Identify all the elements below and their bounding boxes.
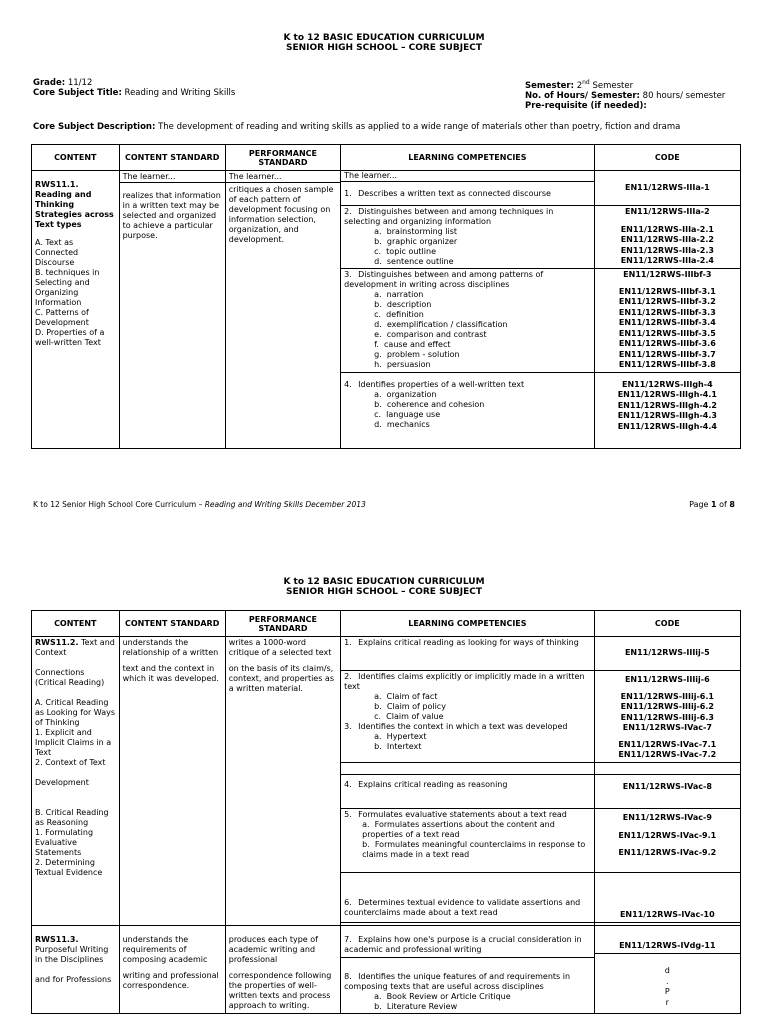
code-8: EN11/12RWS-IVac-8 [622, 781, 712, 791]
sub-competency: Hypertext [386, 732, 427, 741]
competency-row [32, 637, 741, 671]
content-item: D. Properties of a well-written Text [35, 328, 105, 347]
code-10: EN11/12RWS-IVac-10 [619, 910, 715, 919]
sub-competency: Book Review or Article Critique [386, 991, 511, 1001]
code-sub: EN11/12RWS-IIIbf-3.8 [618, 360, 716, 369]
performance-standard-text-2: correspondence following the properties of well-written texts and process approach to writing. [228, 970, 332, 1010]
code-cell [594, 925, 740, 1013]
learner-intro: The learner... [122, 172, 176, 181]
performance-standard-text: critiques a chosen sample of each pattern of development focusing on information selection, organization, and development. [228, 185, 334, 244]
table-header-row [32, 611, 741, 637]
competency-text: Identifies properties of a well-written text [358, 379, 525, 389]
competency-text: Identifies claims explicitly or implicitly made in a written text [344, 672, 585, 691]
content-item: B. techniques in Selecting and Organizing Information [35, 268, 100, 307]
content-standard-cell-3 [119, 925, 225, 1013]
competency-1: 1. Describes a written text as connected discourse [341, 182, 595, 206]
code-cell [594, 637, 740, 671]
header-line-2: SENIOR HIGH SCHOOL – CORE SUBJECT [286, 43, 482, 53]
semester-num: 2 [576, 80, 583, 91]
code-cell [594, 372, 740, 448]
content-cell [32, 171, 120, 449]
code-sub: EN11/12RWS-IIIgh-4.3 [617, 411, 717, 420]
code-sub: EN11/12RWS-IVac-7.2 [618, 750, 717, 759]
code-cell [594, 774, 740, 808]
col-performance-standard: PERFORMANCE STANDARD [225, 611, 340, 637]
code-sub: EN11/12RWS-IIIij-6.1 [620, 691, 714, 701]
code-5: EN11/12RWS-IIIij-5 [624, 648, 710, 658]
sub-competency: exemplification / classification [386, 320, 508, 329]
performance-standard-cell [225, 637, 340, 926]
col-code: CODE [594, 145, 740, 171]
footer-italic: Reading and Writing Skills December 2013 [204, 500, 366, 509]
sub-competency: definition [386, 310, 424, 319]
table-header-row [32, 145, 741, 171]
competency-text: Distinguishes between and among patterns of development in writing across disciplines [344, 270, 544, 289]
code-sub: EN11/12RWS-IIIgh-4.2 [617, 400, 717, 410]
sub-competency: problem - solution [386, 350, 460, 359]
hours-label: No. of Hours/ Semester: [525, 90, 640, 101]
code-sub: EN11/12RWS-IVac-9.2 [618, 847, 717, 857]
desc-label: Core Subject Description: [33, 122, 156, 132]
col-code: CODE [594, 611, 740, 637]
curriculum-table-2 [31, 610, 741, 1014]
code-1: EN11/12RWS-IIIa-1 [625, 182, 710, 192]
sub-competency: topic outline [386, 247, 436, 256]
empty-cell [341, 762, 595, 774]
document-header [0, 577, 768, 597]
code-7: EN11/12RWS-IVac-7 [622, 723, 712, 732]
empty-cell [594, 762, 740, 774]
col-content-standard: CONTENT STANDARD [119, 145, 225, 171]
content-item: Connections (Critical Reading) [35, 668, 105, 687]
col-content-standard: CONTENT STANDARD [119, 611, 225, 637]
header-line-1: K to 12 BASIC EDUCATION CURRICULUM [283, 33, 485, 43]
competency-5: 1. Explains critical reading as looking for ways of thinking [341, 637, 595, 671]
sub-competency: narration [386, 290, 424, 299]
code-sub: EN11/12RWS-IIIgh-4.1 [617, 390, 717, 399]
code-sub: EN11/12RWS-IIIa-2.1 [620, 224, 714, 234]
code-sub: EN11/12RWS-IIIbf-3.5 [618, 328, 716, 338]
code-3: EN11/12RWS-IIIbf-3 [623, 270, 712, 279]
content-standard-text-2: writing and professional correspondence. [122, 970, 219, 990]
sub-competency: cause and effect [384, 340, 451, 349]
strand-title: RWS11.1. Reading and Thinking Strategies across Text types [35, 180, 114, 229]
sub-competency: language use [386, 409, 441, 419]
semester-text: Semester [592, 80, 634, 91]
semester-sup: nd [582, 79, 590, 86]
sub-competency: coherence and cohesion [386, 399, 485, 409]
sub-competency: brainstorming list [386, 227, 458, 236]
prereq-label: Pre-requisite (if needed): [525, 100, 647, 111]
col-content: CONTENT [32, 145, 120, 171]
competency-2: 2. Distinguishes between and among techniques in selecting and organizing information a. brainstorming list b. graphic organizer c. topic outline d. sentence outline [341, 206, 595, 269]
content-standard-cell [119, 171, 225, 449]
content-item: 1. Explicit and Implicit Claims in a Text [35, 728, 112, 757]
sub-competency: Formulates meaningful counterclaims in response to claims made in a text read [362, 839, 586, 859]
grade-label: Grade: [33, 78, 66, 88]
title-label: Core Subject Title: [33, 88, 122, 98]
code-cell [594, 171, 740, 206]
strand-title-rest: Text and Context [35, 638, 115, 657]
code-cell [594, 671, 740, 763]
code-cell [594, 872, 740, 922]
performance-standard-cell-3 [225, 925, 340, 1013]
page-num: 1 [711, 500, 717, 509]
code-sub: EN11/12RWS-IIIbf-3.1 [618, 286, 716, 296]
code-6: EN11/12RWS-IIIij-6 [624, 675, 710, 684]
col-competencies: LEARNING COMPETENCIES [341, 145, 595, 171]
grade-value: 11/12 [67, 78, 93, 88]
content-standard-cell [119, 637, 225, 926]
sub-competency: Claim of policy [386, 702, 446, 711]
sub-competency: Formulates assertions about the content and properties of a text read [362, 819, 555, 839]
code-cell [594, 269, 740, 373]
hours-value: 80 hours/ semester [642, 90, 726, 101]
code-sub: EN11/12RWS-IIIij-6.3 [620, 712, 714, 722]
code-2: EN11/12RWS-IIIa-2 [625, 207, 710, 216]
page-of: of [719, 500, 727, 509]
content-cell [32, 637, 120, 926]
col-competencies: LEARNING COMPETENCIES [341, 611, 595, 637]
competency-text: Distinguishes between and among techniques in selecting and organizing information [344, 207, 554, 226]
code-4: EN11/12RWS-IIIgh-4 [621, 379, 713, 389]
footer-text: K to 12 Senior High School Core Curriculum – [33, 500, 203, 509]
content-cell-3 [32, 925, 120, 1013]
competency-text: Explains how one's purpose is a crucial consideration in academic and professional writing [344, 934, 582, 954]
performance-standard-text-2: on the basis of its claim/s, context, and properties as a written material. [228, 664, 335, 693]
code-sub: EN11/12RWS-IVac-9.1 [618, 831, 717, 840]
page-number [689, 500, 735, 509]
content-standard-text: realizes that information in a written text may be selected and organized to achieve a particular purpose. [122, 191, 221, 240]
competency-text: Explains critical reading as reasoning [358, 779, 508, 789]
code-sub: EN11/12RWS-IIIgh-4.4 [617, 421, 717, 431]
page-label: Page [689, 500, 709, 509]
competency-intro [341, 171, 595, 182]
code-12-fragment: d . P r [664, 966, 670, 1007]
col-content: CONTENT [32, 611, 120, 637]
competency-text: Identifies the unique features of and requirements in composing texts that are useful across disciplines [344, 971, 571, 991]
content-item: and for Professions [35, 974, 112, 984]
learner-row [32, 171, 741, 182]
content-item: C. Patterns of Development [35, 308, 89, 327]
code-cell [594, 206, 740, 269]
content-item: A. Text as Connected Discourse [35, 238, 79, 267]
content-item: 2. Determining Textual Evidence [35, 858, 103, 877]
sub-competency: Intertext [386, 742, 422, 751]
desc-value: The development of reading and writing skills as applied to a wide range of materials other than poetry, fiction and drama [158, 122, 681, 132]
competency-11-12: 7. Explains how one's purpose is a crucial consideration in academic and professional writing 8. Identifies the unique features of and requirements in composing texts that are useful across disciplines a. Book Review or Article Critique b. Literature Review [341, 925, 595, 1013]
content-standard-text-2: text and the context in which it was developed. [122, 664, 219, 683]
learner-intro: The learner... [228, 172, 282, 181]
performance-standard-text: writes a 1000-word critique of a selected text [228, 638, 332, 657]
content-item: 2. Context of Text [35, 758, 106, 767]
content-standard-text: understands the requirements of composing academic [122, 934, 208, 964]
competency-text: Describes a written text as connected discourse [358, 188, 551, 198]
sub-competency: Literature Review [386, 1001, 458, 1011]
code-sub: EN11/12RWS-IIIbf-3.3 [618, 307, 716, 317]
content-item: B. Critical Reading as Reasoning [35, 808, 109, 827]
competency-text: Identifies the context in which a text was developed [358, 722, 568, 731]
competency-3: 3. Distinguishes between and among patterns of development in writing across disciplines a. narration b. description c. definition d. exemplification / classification e. comparison and contrast f. cause and effect g. problem - solution h. persuasion [341, 269, 595, 373]
sub-competency: graphic organizer [386, 237, 458, 246]
header-line-2: SENIOR HIGH SCHOOL – CORE SUBJECT [286, 587, 482, 597]
code-sub: EN11/12RWS-IIIa-2.2 [620, 235, 714, 244]
sub-competency: persuasion [386, 360, 431, 369]
competency-6: 2. Identifies claims explicitly or implicitly made in a written text a. Claim of fact b. Claim of policy c. Claim of value 3. Identifies the context in which a text was developed a. Hypertext b. Intertext [341, 671, 595, 763]
competency-text: Determines textual evidence to validate assertions and counterclaims made about a text read [344, 897, 581, 917]
competency-4: 4. Identifies properties of a well-written text a. organization b. coherence and cohesion c. language use d. mechanics [341, 372, 595, 448]
subject-description [33, 122, 680, 132]
title-value: Reading and Writing Skills [124, 88, 236, 98]
sub-competency: comparison and contrast [386, 330, 487, 339]
col-performance-standard: PERFORMANCE STANDARD [225, 145, 340, 171]
content-item: Development [35, 778, 89, 787]
code-sub: EN11/12RWS-IIIij-6.2 [620, 702, 714, 711]
performance-standard-text: produces each type of academic writing and professional [228, 934, 318, 964]
sub-competency: mechanics [386, 419, 430, 429]
code-sub: EN11/12RWS-IIIbf-3.7 [618, 349, 716, 359]
content-item: 1. Formulating Evaluative Statements [35, 828, 94, 857]
sub-competency: description [386, 300, 432, 309]
code-9: EN11/12RWS-IVac-9 [622, 812, 712, 822]
code-cell [594, 808, 740, 872]
code-sub: EN11/12RWS-IIIbf-3.4 [618, 318, 716, 327]
code-sub: EN11/12RWS-IVac-7.1 [618, 739, 717, 749]
content-standard-text: understands the relationship of a written [122, 638, 219, 657]
sub-competency: sentence outline [386, 257, 454, 266]
content-item: A. Critical Reading as Looking for Ways of Thinking [35, 698, 116, 727]
performance-standard-cell [225, 171, 340, 449]
competency-9: 5. Formulates evaluative statements about a text read a. Formulates assertions about the content and properties of a text read b. Formulates meaningful counterclaims in response to claims made in a text read [341, 808, 595, 872]
header-line-1: K to 12 BASIC EDUCATION CURRICULUM [283, 577, 485, 587]
curriculum-table-1 [31, 144, 741, 449]
competency-8: 4. Explains critical reading as reasoning [341, 774, 595, 808]
page-total: 8 [729, 500, 735, 509]
code-sub: EN11/12RWS-IIIa-2.4 [620, 256, 714, 265]
sub-competency: Claim of value [386, 712, 444, 721]
learner-intro: The learner... [344, 171, 397, 180]
code-11: EN11/12RWS-IVdg-11 [619, 940, 716, 950]
page-footer [33, 500, 366, 509]
strand-title: RWS11.2. [35, 638, 79, 647]
competency-row [32, 925, 741, 1013]
strand-title: RWS11.3. [35, 934, 79, 944]
sub-competency: Claim of fact [386, 692, 438, 701]
sub-competency: organization [386, 389, 437, 399]
code-sub: EN11/12RWS-IIIbf-3.6 [618, 339, 716, 348]
competency-text: Explains critical reading as looking for ways of thinking [358, 638, 579, 647]
strand-title-rest: Purposeful Writing in the Disciplines [35, 944, 109, 964]
code-sub: EN11/12RWS-IIIa-2.3 [620, 245, 714, 255]
code-sub: EN11/12RWS-IIIbf-3.2 [618, 297, 716, 306]
competency-text: Formulates evaluative statements about a text read [358, 809, 567, 819]
document-header [0, 33, 768, 53]
page-2 [0, 540, 768, 1024]
competency-10: 6. Determines textual evidence to validate assertions and counterclaims made about a text read [341, 872, 595, 922]
semester-label: Semester: [525, 80, 574, 91]
semester-info [525, 78, 725, 111]
grade-info [33, 78, 235, 98]
